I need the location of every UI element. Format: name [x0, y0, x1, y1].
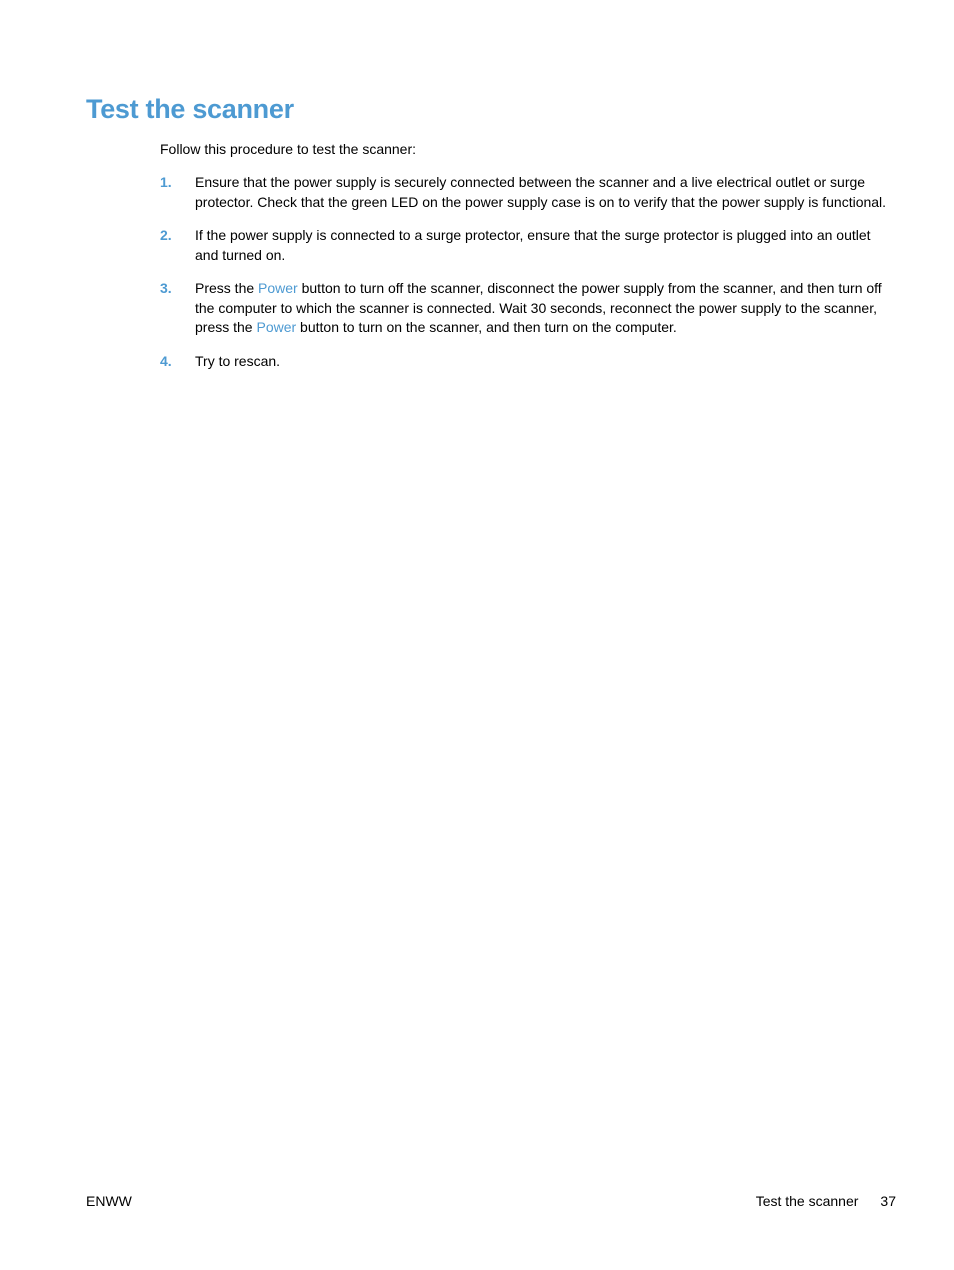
step-number: 2. — [160, 227, 172, 243]
procedure-steps — [160, 173, 888, 385]
step-2 — [160, 226, 888, 265]
page-number: 37 — [880, 1193, 896, 1209]
step-number: 4. — [160, 352, 172, 369]
footer-section-title: Test the scanner — [755, 1193, 859, 1209]
power-button-term: Power — [258, 280, 298, 296]
step-3 — [160, 279, 888, 338]
footer-right — [756, 1192, 896, 1211]
step-text: If the power supply is connected to a surge protector, ensure that the surge protector is plugged into an outlet and turned on. — [195, 227, 871, 263]
footer-locale: ENWW — [86, 1193, 132, 1209]
step-text-part: Press the — [195, 280, 259, 296]
step-number: 1. — [160, 174, 172, 190]
step-1 — [160, 173, 888, 212]
page-title: Test the scanner — [86, 94, 294, 124]
intro-paragraph: Follow this procedure to test the scanner: — [160, 141, 417, 157]
step-number: 3. — [160, 280, 172, 296]
step-text-part: button to turn off the scanner, disconnect the power supply from the scanner, and then turn off the computer to which the scanner is connected. Wait 30 seconds, reconnect the power supply to the scanner, press the — [195, 280, 882, 335]
step-text: Try to rescan. — [195, 352, 281, 369]
step-text: Ensure that the power supply is securely connected between the scanner and a live electrical outlet or surge protector. Check that the green LED on the power supply case is on to verify that the power supply is functional. — [195, 174, 887, 210]
step-4 — [160, 352, 888, 372]
step-text — [195, 279, 888, 338]
step-text-part: button to turn on the scanner, and then turn on the computer. — [296, 319, 677, 335]
power-button-term: Power — [256, 319, 297, 335]
